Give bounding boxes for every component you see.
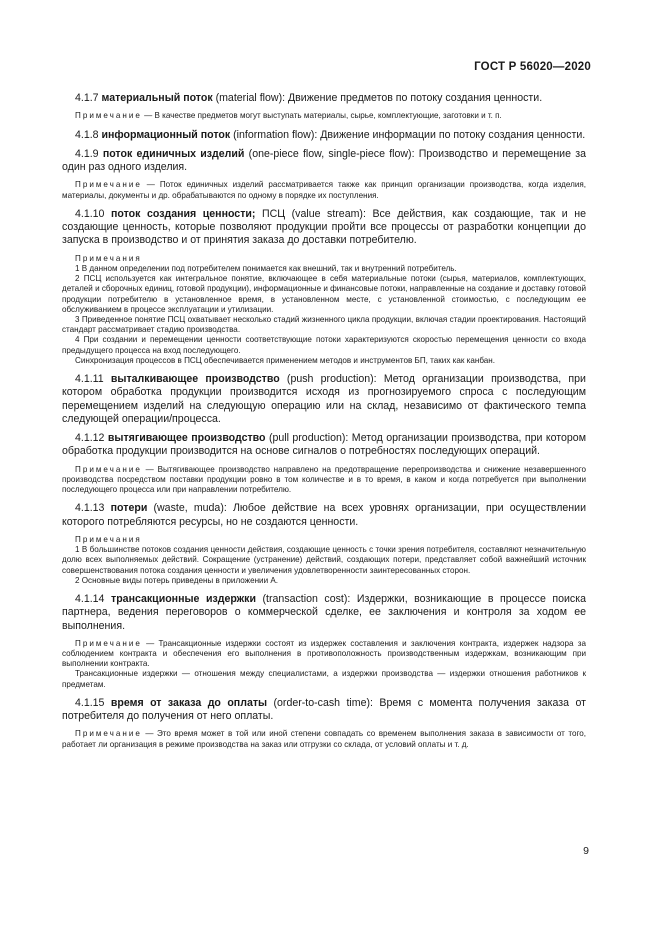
clause-number: 4.1.9 <box>75 147 99 160</box>
clause-number: 4.1.14 <box>75 592 105 605</box>
note-4-1-15 <box>62 729 586 749</box>
note-item: 2 Основные виды потерь приведены в приложении А. <box>75 575 278 585</box>
notes-4-1-10 <box>62 254 586 366</box>
definition-text: (information flow): Движение информации по потоку создания ценности. <box>230 128 586 141</box>
definition-4-1-10 <box>62 208 586 248</box>
document-body <box>62 92 586 757</box>
note-text: В качестве предметов могут выступать материалы, сырье, комплектующие, заготовки и т. п. <box>154 111 502 121</box>
definition-4-1-15 <box>62 697 586 724</box>
definition-text: (material flow): Движение предметов по потоку создания ценности. <box>212 92 543 104</box>
definition-text: ПСЦ (value stream): Все действия, как создающие, так и не создающие ценность, которые позволяют продукции пройти все процессы от разработки концепции до запуска в производство и от принятия заказа до доставки потребителю. <box>62 207 586 247</box>
definition-4-1-11 <box>62 373 586 426</box>
term: вытягивающее производство <box>107 432 266 445</box>
note-text: Это время может в той или иной степени совпадать со временем выполнения заказа в зависимости от того, работает ли организация в режиме производства на заказ или отгрузки со склада, от условий оплаты и т. д. <box>62 729 586 749</box>
definition-4-1-12 <box>62 432 586 459</box>
term: трансакционные издержки <box>111 592 256 605</box>
note-4-1-7 <box>62 111 586 121</box>
clause-number: 4.1.8 <box>75 128 99 141</box>
definition-text: (order-to-cash time): Время с момента получения заказа от потребителя до получения от него оплаты. <box>62 696 586 723</box>
clause-number: 4.1.11 <box>75 372 104 385</box>
definition-text: (transaction cost): Издержки, возникающие в процессе поиска партнера, ведения переговоров о коммерческой сделке, ее заключения и контроля за ходом ее выполнения. <box>62 592 586 632</box>
note-item: 4 При создании и перемещении ценности соответствующие потоки характеризуются скоростью перемещения ценности со входа предыдущего процесса на вход последующего. <box>62 335 586 355</box>
note-item <box>62 639 586 670</box>
note-dash: — <box>141 180 160 190</box>
note-text: Поток единичных изделий рассматривается также как принцип организации производства, когда изделия, материалы, документы и др. обрабатываются по одному в порядке их поступления. <box>62 180 586 200</box>
note-label: Примечание <box>75 180 142 190</box>
note-item: 3 Приведенное понятие ПСЦ охватывает несколько стадий жизненного цикла продукции, включая стадии проектирования. Настоящий стандарт рассматривает стадию производства. <box>62 314 586 335</box>
notes-heading: Примечания <box>75 253 142 263</box>
definition-text: (one-piece flow, single-piece flow): Производство и перемещение за один раз одного изделия. <box>62 147 586 174</box>
note-dash: — <box>141 111 155 121</box>
clause-number: 4.1.10 <box>75 207 105 220</box>
term: поток создания ценности; <box>111 207 256 220</box>
term: потери <box>110 502 148 515</box>
note-4-1-12 <box>62 465 586 496</box>
notes-4-1-14 <box>62 639 586 690</box>
definition-4-1-14 <box>62 593 586 633</box>
notes-heading: Примечания <box>75 534 142 544</box>
clause-number: 4.1.12 <box>75 432 105 445</box>
note-item: 2 ПСЦ используется как интегральное понятие, включающее в себя материальные потоки (сырья, материалов, комплектующих, деталей и сборочных единиц, готовой продукции), информационные и финансовые потоки, направленные на создание и доставку готовой продукции потребителю в установленное время, в установленном месте, с установленной стоимостью, с последующим ее обслуживанием в процессе эксплуатации и утилизации. <box>62 274 586 314</box>
note-label: Примечание <box>75 729 142 739</box>
definition-text: (push production): Метод организации производства, при котором обработка продукции производится исходя из прогнозируемого спроса с последующим перемещением изделий на следующую операцию или на склад, независимо от фактического темпа следующей операции/процесса. <box>62 372 586 425</box>
note-item: 1 В данном определении под потребителем понимается как внешний, так и внутренний потребитель. <box>75 263 457 273</box>
term: время от заказа до оплаты <box>110 696 268 709</box>
term: материальный поток <box>101 92 213 104</box>
term: информационный поток <box>101 128 231 141</box>
document-code: ГОСТ Р 56020—2020 <box>474 61 591 73</box>
note-label: Примечание <box>75 111 142 121</box>
term: поток единичных изделий <box>102 147 245 160</box>
definition-4-1-8 <box>62 129 586 142</box>
note-dash: — <box>141 464 158 474</box>
page-number: 9 <box>583 845 589 857</box>
definition-text: (pull production): Метод организации производства, при котором обработка продукции производится на основе сигналов о потребностях последующих операций. <box>62 432 586 458</box>
clause-number: 4.1.7 <box>75 92 99 104</box>
note-dash: — <box>141 729 157 739</box>
definition-4-1-7 <box>62 92 586 105</box>
note-item: 1 В большинстве потоков создания ценности действия, создающие ценность с точки зрения потребителя, составляют незначительную долю всех выполняемых действий. Сокращение (устранение) действий, создающих потери, представляет собой важнейший источник совершенствования потока создания ценности и увеличения удовлетворенности заинтересованных сторон. <box>62 545 586 575</box>
clause-number: 4.1.15 <box>75 696 105 709</box>
note-item: Трансакционные издержки — отношения между специалистами, а издержки производства — издержки отношения работников к предметам. <box>62 669 586 689</box>
note-item: Синхронизация процессов в ПСЦ обеспечивается применением методов и инструментов БП, таких как канбан. <box>75 355 495 365</box>
clause-number: 4.1.13 <box>75 502 105 515</box>
definition-4-1-13 <box>62 502 586 529</box>
definition-4-1-9 <box>62 148 586 175</box>
definition-text: (waste, muda): Любое действие на всех уровнях организации, при осуществлении которого потребляются ресурсы, но не создаются ценности. <box>62 502 586 528</box>
note-4-1-9 <box>62 180 586 200</box>
note-dash: — <box>141 638 159 648</box>
term: выталкивающее производство <box>110 372 280 385</box>
notes-4-1-13 <box>62 535 586 586</box>
note-text: Вытягивающее производство направлено на предотвращение перепроизводства и снижение незавершенного производства посредством поставки продукции ровно в том количестве и в то время, в каком и когда потребуется при выполнении последующего процесса или при направлении потребителю. <box>62 464 586 495</box>
note-label: Примечание <box>75 464 142 474</box>
note-label: Примечание <box>75 638 142 648</box>
note-text: Трансакционные издержки состоят из издержек составления и заключения контракта, издержек надзора за соблюдением контракта и обеспечения его выполнения в противоположность производственным издержкам, возникающим при выполнении контракта. <box>62 638 586 669</box>
